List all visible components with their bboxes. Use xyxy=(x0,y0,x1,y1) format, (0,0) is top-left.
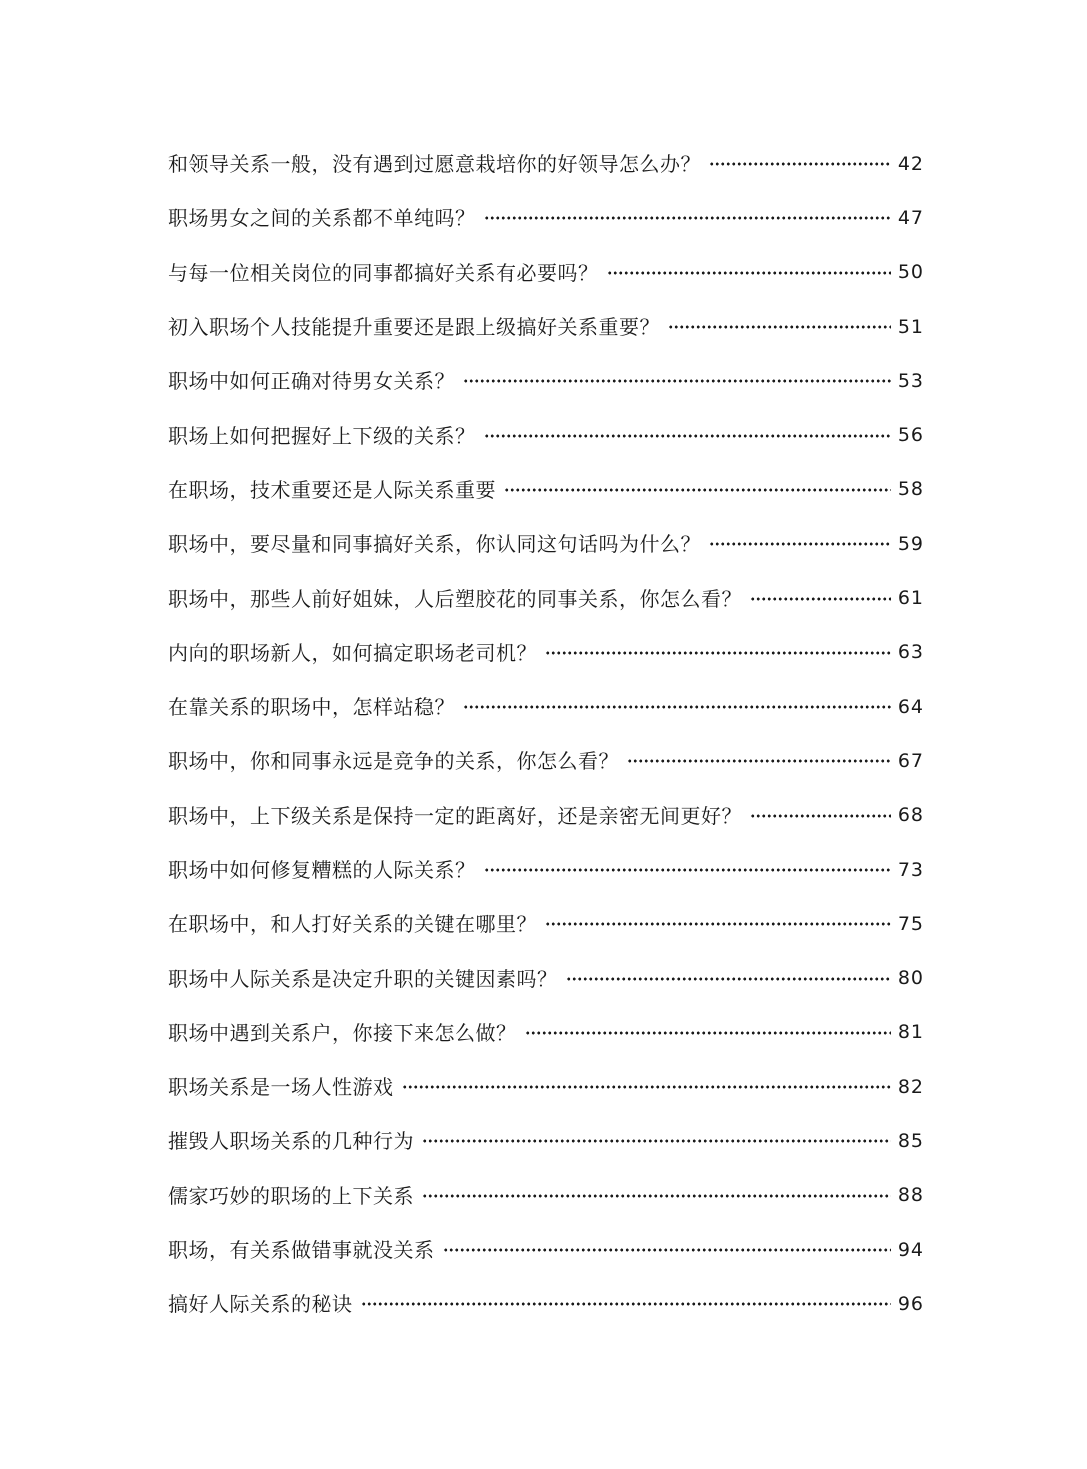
dot-leader xyxy=(402,1085,891,1089)
toc-entry[interactable] xyxy=(168,789,924,843)
dot-leader xyxy=(422,1194,891,1198)
toc-entry[interactable] xyxy=(168,1169,924,1223)
toc-entry[interactable] xyxy=(168,1223,924,1277)
toc-entry[interactable] xyxy=(168,517,924,571)
toc-entry-title: 职场关系是一场人性游戏 xyxy=(168,1075,394,1100)
dot-leader xyxy=(484,216,891,220)
dot-leader xyxy=(422,1139,891,1143)
dot-leader xyxy=(750,597,891,601)
toc-entry-page-number: 88 xyxy=(897,1184,924,1207)
toc-entry-page-number: 82 xyxy=(897,1075,924,1098)
toc-entry-page-number: 47 xyxy=(897,206,924,229)
toc-entry-title: 和领导关系一般，没有遇到过愿意栽培你的好领导怎么办？ xyxy=(168,152,701,177)
toc-entry-title: 职场，有关系做错事就没关系 xyxy=(168,1238,435,1263)
toc-entry[interactable] xyxy=(168,300,924,354)
toc-entry-page-number: 80 xyxy=(897,967,924,990)
toc-entry-title: 职场男女之间的关系都不单纯吗？ xyxy=(168,206,476,231)
toc-entry-title: 职场中，那些人前好姐妹，人后塑胶花的同事关系，你怎么看？ xyxy=(168,586,742,611)
dot-leader xyxy=(484,434,891,438)
toc-entry[interactable] xyxy=(168,626,924,680)
toc-entry[interactable] xyxy=(168,246,924,300)
toc-entry[interactable] xyxy=(168,191,924,245)
toc-entry[interactable] xyxy=(168,897,924,951)
toc-entry[interactable] xyxy=(168,843,924,897)
toc-entry[interactable] xyxy=(168,354,924,408)
toc-entry-page-number: 63 xyxy=(897,641,924,664)
toc-entry-title: 在职场中，和人打好关系的关键在哪里？ xyxy=(168,912,537,937)
dot-leader xyxy=(750,814,891,818)
toc-entry-title: 内向的职场新人，如何搞定职场老司机？ xyxy=(168,640,537,665)
dot-leader xyxy=(709,162,891,166)
dot-leader xyxy=(463,705,891,709)
dot-leader xyxy=(484,868,891,872)
toc-entry-page-number: 42 xyxy=(897,152,924,175)
toc-entry-title: 职场中，要尽量和同事搞好关系，你认同这句话吗为什么？ xyxy=(168,532,701,557)
dot-leader xyxy=(463,379,891,383)
toc-entry-title: 摧毁人职场关系的几种行为 xyxy=(168,1129,414,1154)
toc-entry-page-number: 67 xyxy=(897,749,924,772)
dot-leader xyxy=(361,1302,891,1306)
toc-entry-page-number: 75 xyxy=(897,912,924,935)
toc-entry-title: 在职场，技术重要还是人际关系重要 xyxy=(168,477,496,502)
toc-entry[interactable] xyxy=(168,137,924,191)
toc-entry-page-number: 96 xyxy=(897,1292,924,1315)
dot-leader xyxy=(443,1248,891,1252)
dot-leader xyxy=(504,488,891,492)
toc-entry-page-number: 64 xyxy=(897,695,924,718)
dot-leader xyxy=(545,922,891,926)
toc-entry-title: 职场中，上下级关系是保持一定的距离好，还是亲密无间更好？ xyxy=(168,803,742,828)
toc-entry[interactable] xyxy=(168,1114,924,1168)
toc-entry-page-number: 56 xyxy=(897,424,924,447)
toc-entry[interactable] xyxy=(168,408,924,462)
toc-entry-title: 职场中如何修复糟糕的人际关系？ xyxy=(168,858,476,882)
toc-entry-page-number: 53 xyxy=(897,369,924,392)
toc-entry-title: 职场中如何正确对待男女关系？ xyxy=(168,369,455,394)
toc-entry-page-number: 94 xyxy=(897,1238,924,1261)
dot-leader xyxy=(566,977,891,981)
dot-leader xyxy=(668,325,891,329)
toc-entry-title: 与每一位相关岗位的同事都搞好关系有必要吗？ xyxy=(168,260,599,285)
toc-entry-page-number: 58 xyxy=(897,478,924,501)
toc-entry-page-number: 59 xyxy=(897,532,924,555)
table-of-contents xyxy=(168,137,924,1332)
toc-entry[interactable] xyxy=(168,571,924,625)
toc-entry[interactable] xyxy=(168,1060,924,1114)
toc-entry[interactable] xyxy=(168,734,924,788)
toc-entry[interactable] xyxy=(168,951,924,1005)
toc-entry-title: 儒家巧妙的职场的上下关系 xyxy=(168,1183,414,1208)
toc-entry-title: 职场中遇到关系户，你接下来怎么做？ xyxy=(168,1020,517,1045)
toc-entry[interactable] xyxy=(168,463,924,517)
toc-entry[interactable] xyxy=(168,1006,924,1060)
toc-entry-title: 初入职场个人技能提升重要还是跟上级搞好关系重要？ xyxy=(168,315,660,340)
dot-leader xyxy=(525,1031,891,1035)
dot-leader xyxy=(545,651,891,655)
toc-entry-page-number: 50 xyxy=(897,261,924,284)
dot-leader xyxy=(709,542,891,546)
toc-entry-page-number: 51 xyxy=(897,315,924,338)
toc-entry-page-number: 68 xyxy=(897,804,924,827)
toc-entry-title: 职场中，你和同事永远是竞争的关系，你怎么看？ xyxy=(168,749,619,774)
toc-entry-page-number: 61 xyxy=(897,587,924,610)
toc-entry-title: 职场中人际关系是决定升职的关键因素吗？ xyxy=(168,966,558,991)
toc-entry-title: 职场上如何把握好上下级的关系？ xyxy=(168,423,476,448)
dot-leader xyxy=(607,271,891,275)
dot-leader xyxy=(627,759,891,763)
toc-entry-page-number: 85 xyxy=(897,1129,924,1152)
toc-entry[interactable] xyxy=(168,680,924,734)
toc-entry-page-number: 81 xyxy=(897,1021,924,1044)
toc-entry[interactable] xyxy=(168,1277,924,1331)
toc-entry-title: 搞好人际关系的秘诀 xyxy=(168,1292,353,1317)
toc-entry-title: 在靠关系的职场中，怎样站稳？ xyxy=(168,695,455,720)
toc-entry-page-number: 73 xyxy=(897,858,924,881)
